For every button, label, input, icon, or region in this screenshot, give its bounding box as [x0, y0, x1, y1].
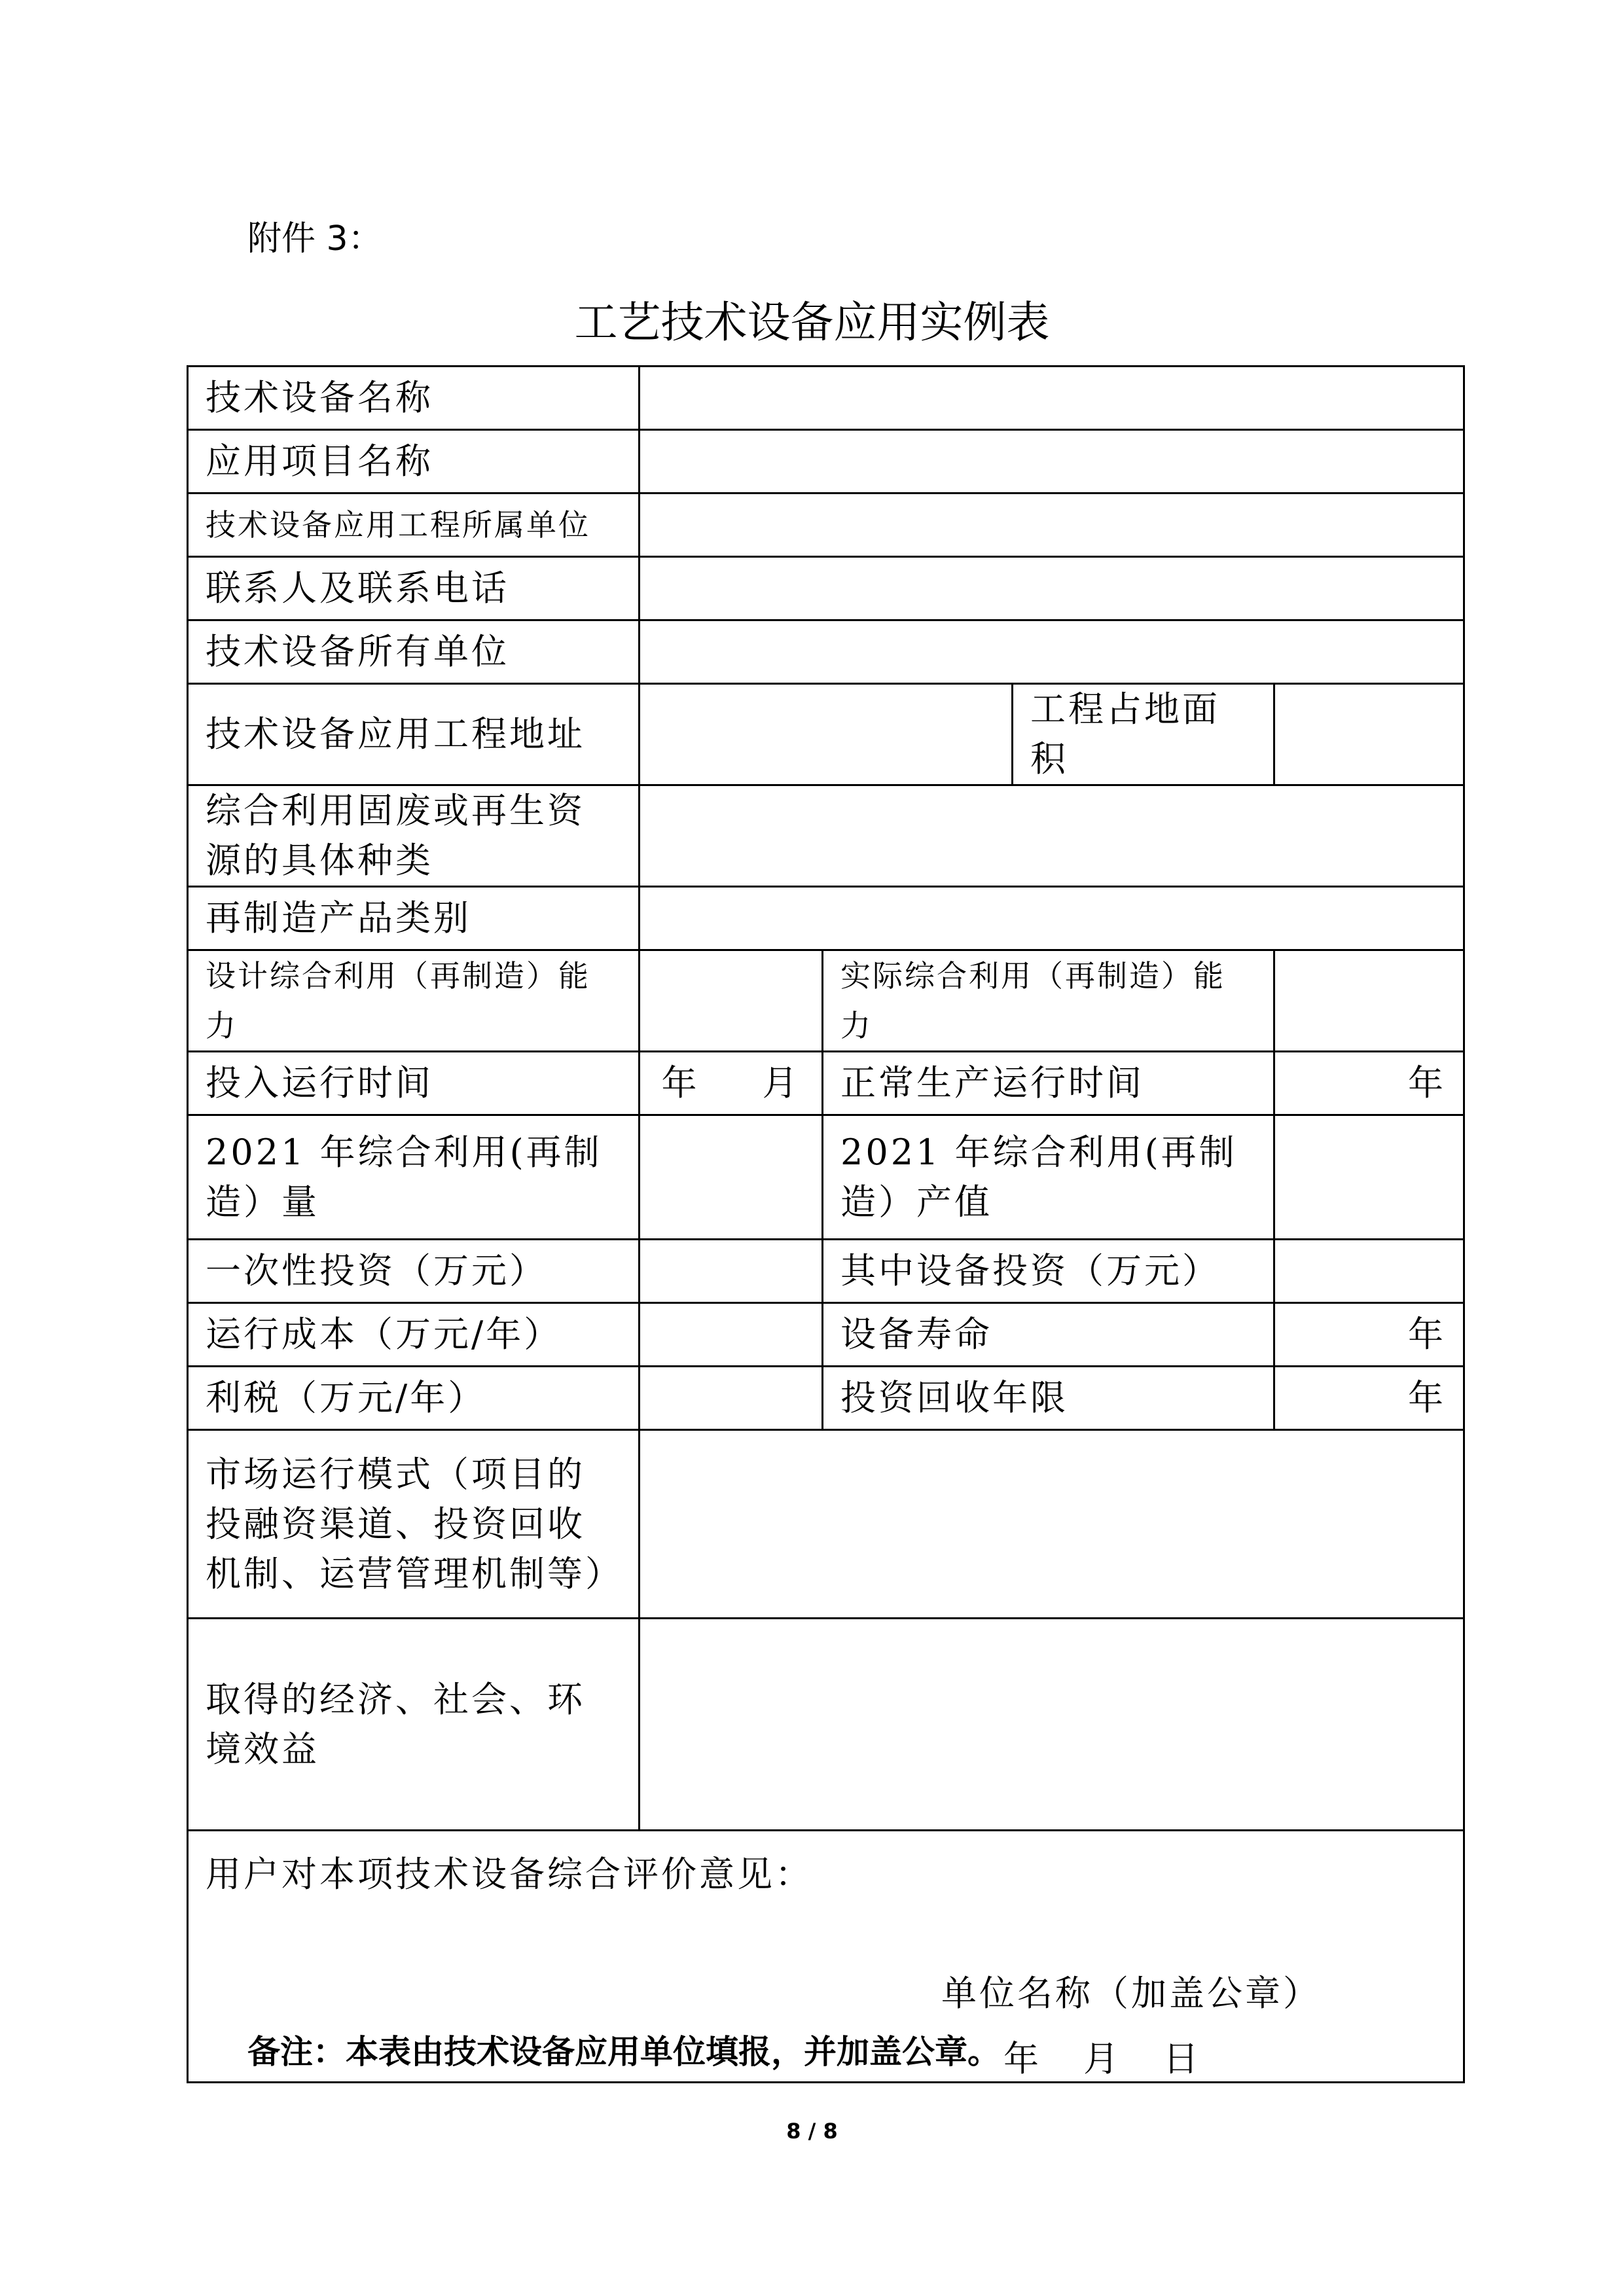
input-normal-run-time[interactable]: [1274, 1052, 1464, 1115]
input-site-address[interactable]: [640, 684, 1013, 785]
label-equipment-name: 技术设备名称: [188, 367, 640, 430]
input-equipment-life[interactable]: [1274, 1303, 1464, 1367]
label-normal-run-time: 正常生产运行时间: [823, 1052, 1274, 1115]
evaluation-title: 用户对本项技术设备综合评价意见：: [206, 1854, 813, 1895]
eval-month-unit: 月: [1083, 2038, 1121, 2079]
input-market-model[interactable]: [640, 1430, 1464, 1619]
label-actual-capacity: 实际综合利用（再制造）能力: [823, 950, 1274, 1052]
label-one-time-investment: 一次性投资（万元）: [188, 1240, 640, 1303]
input-project-name[interactable]: [640, 430, 1464, 493]
label-equipment-life: 设备寿命: [823, 1303, 1274, 1367]
attachment-label: 附件 3：: [247, 219, 382, 259]
input-start-time[interactable]: [640, 1052, 823, 1115]
label-contact: 联系人及联系电话: [188, 557, 640, 620]
input-benefits[interactable]: [640, 1619, 1464, 1831]
evaluation-unit-stamp: 单位名称（加盖公章）: [941, 1973, 1321, 2014]
payback-unit: 年: [1408, 1377, 1446, 1418]
label-reman-category: 再制造产品类别: [188, 887, 640, 950]
input-profit-tax[interactable]: [640, 1367, 823, 1430]
label-project-name: 应用项目名称: [188, 430, 640, 493]
input-equipment-name[interactable]: [640, 367, 1464, 430]
input-owner-unit[interactable]: [640, 620, 1464, 684]
label-profit-tax: 利税（万元/年）: [188, 1367, 640, 1430]
label-start-time: 投入运行时间: [188, 1052, 640, 1115]
input-equipment-investment[interactable]: [1274, 1240, 1464, 1303]
label-site-area: 工程占地面积: [1013, 684, 1274, 785]
input-one-time-investment[interactable]: [640, 1240, 823, 1303]
label-output-value-2021: 2021 年综合利用(再制造）产值: [823, 1115, 1274, 1240]
label-benefits: 取得的经济、社会、环境效益: [188, 1619, 640, 1831]
evaluation-date: [1003, 2034, 1201, 2084]
label-equipment-investment: 其中设备投资（万元）: [823, 1240, 1274, 1303]
eval-year-unit: 年: [1003, 2038, 1041, 2079]
input-operating-cost[interactable]: [640, 1303, 823, 1367]
application-form-table: [187, 365, 1465, 2083]
label-applying-unit: 技术设备应用工程所属单位: [188, 493, 640, 557]
input-payback-period[interactable]: [1274, 1367, 1464, 1430]
label-volume-2021: 2021 年综合利用(再制造）量: [188, 1115, 640, 1240]
input-actual-capacity[interactable]: [1274, 950, 1464, 1052]
label-payback-period: 投资回收年限: [823, 1367, 1274, 1430]
input-contact[interactable]: [640, 557, 1464, 620]
input-volume-2021[interactable]: [640, 1115, 823, 1240]
input-reman-category[interactable]: [640, 887, 1464, 950]
start-month-unit: 月: [762, 1062, 801, 1103]
input-design-capacity[interactable]: [640, 950, 823, 1052]
equipment-life-unit: 年: [1408, 1314, 1446, 1355]
label-owner-unit: 技术设备所有单位: [188, 620, 640, 684]
start-year-unit: 年: [661, 1062, 700, 1103]
label-market-model: 市场运行模式（项目的投融资渠道、投资回收机制、运营管理机制等）: [188, 1430, 640, 1619]
eval-day-unit: 日: [1163, 2038, 1201, 2079]
footer-note: 备注：本表由技术设备应用单位填报，并加盖公章。: [247, 2033, 1000, 2071]
input-output-value-2021[interactable]: [1274, 1115, 1464, 1240]
normal-run-unit: 年: [1408, 1062, 1446, 1103]
page-number: 8 / 8: [786, 2119, 838, 2144]
label-waste-types: 综合利用固废或再生资源的具体种类: [188, 785, 640, 887]
form-title: 工艺技术设备应用实例表: [574, 297, 1050, 348]
input-applying-unit[interactable]: [640, 493, 1464, 557]
label-design-capacity: 设计综合利用（再制造）能力: [188, 950, 640, 1052]
input-site-area[interactable]: [1274, 684, 1464, 785]
label-site-address: 技术设备应用工程地址: [188, 684, 640, 785]
input-waste-types[interactable]: [640, 785, 1464, 887]
label-operating-cost: 运行成本（万元/年）: [188, 1303, 640, 1367]
